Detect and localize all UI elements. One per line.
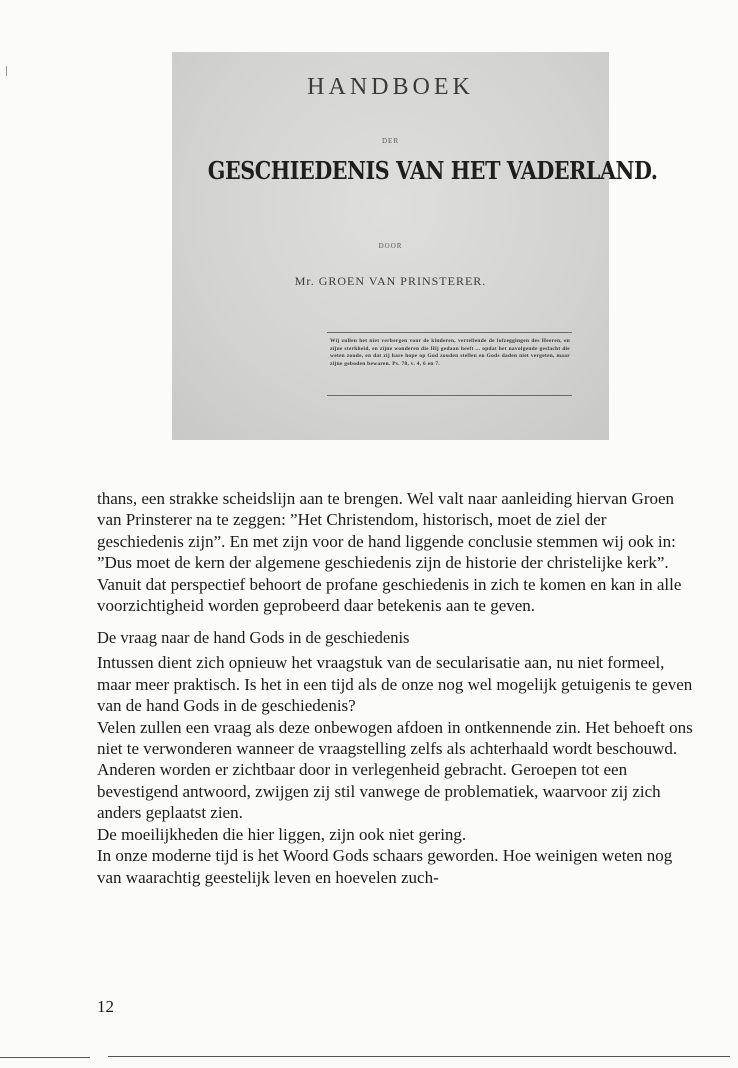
paragraph: thans, een strakke scheidslijn aan te brengen. Wel valt naar aanleiding hiervan Groen van Prinsterer na te zeggen: ”Het Christendom, historisch, moet de ziel der geschiedenis zijn”. En met zijn voor de hand liggende conclusie stemmen wij ook in: ”Dus moet de kern der algemene geschiedenis zijn de historie der christelijke kerk”. Vanuit dat perspectief behoort de profane geschiedenis in zich te komen en kan in alle voorzichtigheid worden geprobeerd daar betekenis aan te geven.: [97, 489, 682, 616]
body-text: [97, 488, 697, 888]
photo-rule-top: [327, 332, 572, 333]
photo-door: DOOR: [378, 242, 403, 250]
paragraph: In onze moderne tijd is het Woord Gods schaars geworden. Hoe weinigen weten nog van waarachtig geestelijk leven en hoevelen zuch-: [97, 846, 673, 887]
photo-rule-bottom: [327, 395, 572, 396]
photo-title-handboek: HANDBOEK: [307, 74, 474, 100]
page-number: 12: [97, 997, 114, 1016]
footer-rule-left: [0, 1057, 90, 1058]
title-page-photo: [172, 52, 658, 440]
scan-mark: [6, 66, 7, 76]
paragraph: De moeilijkheden die hier liggen, zijn ook niet gering.: [97, 824, 467, 844]
photo-epigraph: Wij zullen het niet verbergen voor de kinderen, vertellende de lofzeggingen des Heeren, en zijne sterkheid, en zijne wonderen die Hij gedaan heeft ... opdat het navolgende geslacht die weten zoude, en dat zij hare hope op God zouden stellen en Gods daden niet vergeten, maar zijne geboden bewaren. Ps. 78, v. 4, 6 en 7.: [330, 338, 570, 367]
paragraph: Intussen dient zich opnieuw het vraagstuk van de secularisatie aan, nu niet formeel, maar meer praktisch. Is het in een tijd als de onze nog wel mogelijk getuigenis te geven van de hand Gods in de geschiedenis?: [97, 653, 693, 716]
photo-author: Mr. GROEN VAN PRINSTERER.: [294, 274, 487, 288]
photo-main-title: GESCHIEDENIS VAN HET VADERLAND.: [207, 156, 658, 185]
section-heading: De vraag naar de hand Gods in de geschiedenis: [97, 628, 410, 648]
photo-der: DER: [382, 137, 399, 145]
footer-rule-right: [108, 1056, 730, 1057]
paragraph: Velen zullen een vraag als deze onbewogen afdoen in ontkennende zin. Het behoeft ons niet te verwonderen wanneer de vraagstelling zelfs als achterhaald wordt beschouwd. Anderen worden er zichtbaar door in verlegenheid gebracht. Geroepen tot een bevestigend antwoord, zwijgen zij stil vanwege de problematiek, waarvoor zij zich anders geplaatst zien.: [97, 717, 693, 823]
